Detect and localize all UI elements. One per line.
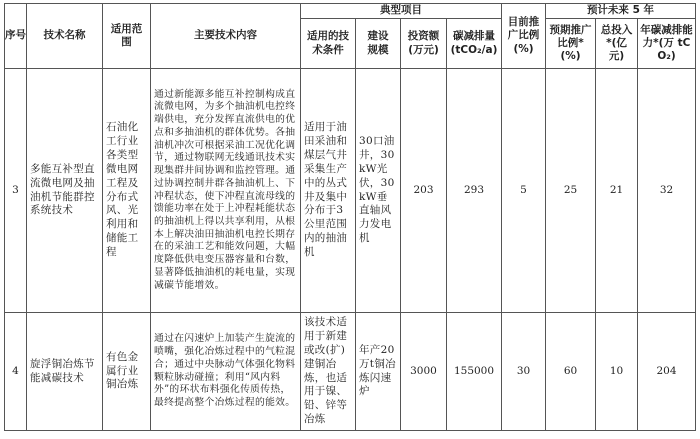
row-annual-capacity: 204 bbox=[638, 313, 696, 431]
row-content: 通过新能源多能互补控制构成直流微电网，为多个抽油机电控终端供电，充分发挥直流供电的优点和多抽油机的群体优势。各抽油机冲次可根据采油工况优化调节，通过物联网无线通讯技术实现集群井间协调和监控管理。通过协调控制井群各抽油机上、下冲程状态，使下冲程直流母线的馈能功率在处于上冲程耗能状态的抽油机上得以共享利用，从根本上解决油田抽油机电控长期存在的采油工艺和能效问题，大幅度降低供电变压器容量和台数，显著降低抽油机的耗电量，实现减碳节能增效。 bbox=[151, 69, 301, 313]
header-expected-ratio: 预期推广比例*(%) bbox=[546, 19, 596, 69]
row-seq: 4 bbox=[5, 313, 27, 431]
row-carbon: 155000 bbox=[447, 313, 502, 431]
header-investment: 投资额(万元) bbox=[401, 19, 447, 69]
row-total-investment: 10 bbox=[596, 313, 638, 431]
row-scope: 石油化工行业各类型微电网工程及分布式风、光利用和储能工程 bbox=[103, 69, 151, 313]
header-conditions: 适用的技术条件 bbox=[301, 19, 356, 69]
row-current-ratio: 30 bbox=[502, 313, 546, 431]
header-scale: 建设规模 bbox=[356, 19, 401, 69]
row-conditions: 该技术适用于新建或改(扩)建铜冶炼，也适用于镍、铅、锌等冶炼 bbox=[301, 313, 356, 431]
row-scale: 年产20万t铜冶炼闪速炉 bbox=[356, 313, 401, 431]
row-annual-capacity: 32 bbox=[638, 69, 696, 313]
row-scope: 有色金属行业铜冶炼 bbox=[103, 313, 151, 431]
header-typical: 典型项目 bbox=[301, 4, 502, 19]
header-scope: 适用范围 bbox=[103, 4, 151, 69]
table-row bbox=[5, 313, 696, 431]
header-content: 主要技术内容 bbox=[151, 4, 301, 69]
technology-table bbox=[4, 3, 696, 431]
row-scale: 30口油井，30kW光伏，30kW垂直轴风力发电机 bbox=[356, 69, 401, 313]
row-expected-ratio: 60 bbox=[546, 313, 596, 431]
row-name: 多能互补型直流微电网及抽油机节能群控系统技术 bbox=[27, 69, 103, 313]
header-current-ratio: 目前推广比例(%) bbox=[502, 4, 546, 69]
row-seq: 3 bbox=[5, 69, 27, 313]
table-row bbox=[5, 69, 696, 313]
row-investment: 203 bbox=[401, 69, 447, 313]
header-seq: 序号 bbox=[5, 4, 27, 69]
row-name: 旋浮铜冶炼节能减碳技术 bbox=[27, 313, 103, 431]
header-forecast: 预计未来 5 年 bbox=[546, 4, 696, 19]
row-total-investment: 21 bbox=[596, 69, 638, 313]
header-total-investment: 总投入*(亿元) bbox=[596, 19, 638, 69]
row-carbon: 293 bbox=[447, 69, 502, 313]
row-expected-ratio: 25 bbox=[546, 69, 596, 313]
row-content: 通过在闪速炉上加装产生旋流的喷嘴，强化冶炼过程中的气粒混合；通过中央脉动气体强化物料颗粒脉动碰撞；利用“风内料外”的环状布料强化传质传热，最终提高整个冶炼过程的能效。 bbox=[151, 313, 301, 431]
header-carbon: 碳减排量(tCO₂/a) bbox=[447, 19, 502, 69]
row-conditions: 适用于油田采油和煤层气井采集生产中的丛式井及集中分布于3公里范围内的抽油机 bbox=[301, 69, 356, 313]
header-annual-capacity: 年碳减排能力*(万 tCO₂) bbox=[638, 19, 696, 69]
header-name: 技术名称 bbox=[27, 4, 103, 69]
row-current-ratio: 5 bbox=[502, 69, 546, 313]
row-investment: 3000 bbox=[401, 313, 447, 431]
